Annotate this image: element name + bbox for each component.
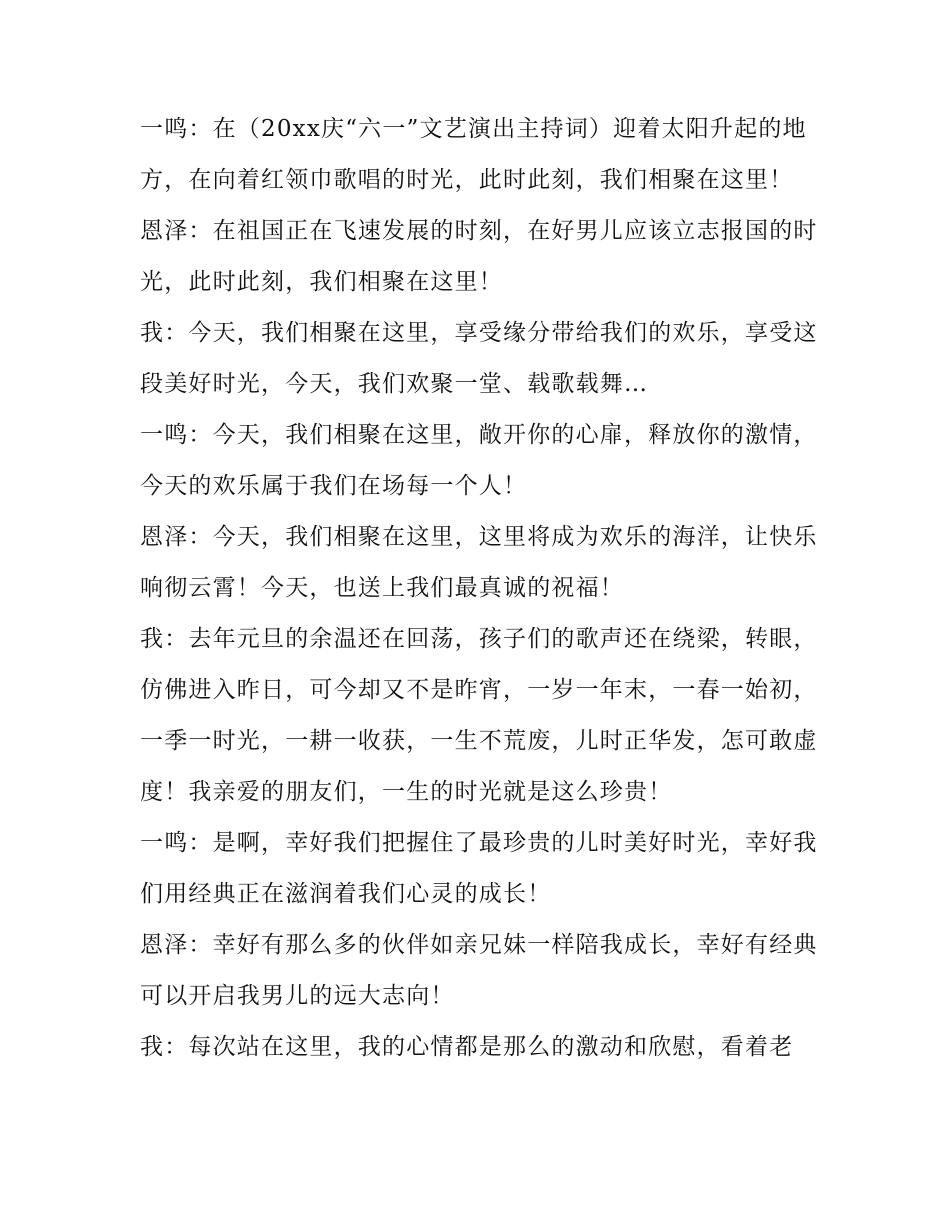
paragraph-yiming-3: 一鸣：是啊，幸好我们把握住了最珍贵的儿时美好时光，幸好我们用经典正在滋润着我们心灵的成长！: [140, 830, 818, 907]
paragraph-yiming-2: 一鸣：今天，我们相聚在这里，敞开你的心扉，释放你的激情，今天的欢乐属于我们在场每一个人！: [140, 422, 818, 499]
paragraph-wo-3: 我：每次站在这里，我的心情都是那么的激动和欣慰，看着老: [140, 1034, 794, 1060]
document-body: [140, 104, 820, 1073]
paragraph-wo-1: 我：今天，我们相聚在这里，享受缘分带给我们的欢乐，享受这段美好时光，今天，我们欢聚一堂、载歌载舞…: [140, 320, 818, 397]
paragraph-wo-2: 我：去年元旦的余温还在回荡，孩子们的歌声还在绕梁，转眼，仿佛进入昨日，可今却又不是昨宵，一岁一年末，一春一始初，一季一时光，一耕一收获，一生不荒废，儿时正华发，怎可敢虚度！我亲爱的朋友们，一生的时光就是这么珍贵！: [140, 626, 818, 805]
paragraph-enze-3: 恩泽：幸好有那么多的伙伴如亲兄妹一样陪我成长，幸好有经典可以开启我男儿的远大志向！: [140, 932, 818, 1009]
paragraph-enze-1: 恩泽：在祖国正在飞速发展的时刻，在好男儿应该立志报国的时光，此时此刻，我们相聚在这里！: [140, 218, 818, 295]
paragraph-yiming-1: 一鸣：在（20xx庆“六一”文艺演出主持词）迎着太阳升起的地方，在向着红领巾歌唱的时光，此时此刻，我们相聚在这里！: [140, 116, 807, 193]
paragraph-enze-2: 恩泽：今天，我们相聚在这里，这里将成为欢乐的海洋，让快乐响彻云霄！今天，也送上我们最真诚的祝福！: [140, 524, 818, 601]
